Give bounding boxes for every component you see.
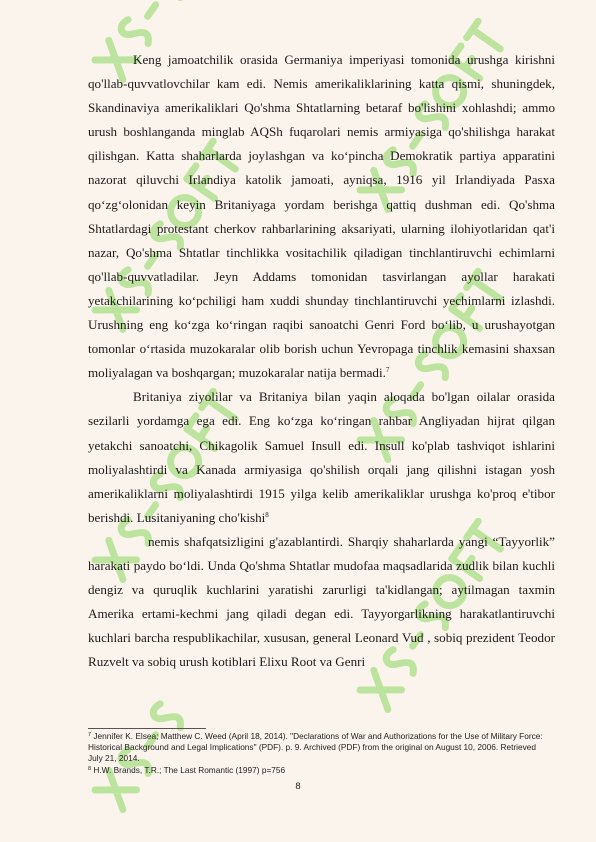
paragraph-2	[88, 385, 555, 530]
footnote-ref-8[interactable]: 8	[265, 510, 269, 519]
footnote-7	[88, 731, 548, 765]
paragraph-3: nemis shafqatsizligini g'azablantirdi. Sharqiy shaharlarda yangi “Tayyorlik” harakati paydo bo‘ldi. Unda Qo'shma Shtatlar mudofaa maqsadlarida zudlik bilan kuchli dengiz va quruqlik kuchlarini yaratishi zarurligi ta'kidlangan; aytilmagan taxmin Amerika ertami-kechmi jang qiladi degan edi. Tayyorgarlikning harakatlantiruvchi kuchlari barcha respublikachilar, xususan, general Leonard Vud , sobiq prezident Teodor Ruzvelt va sobiq urush kotiblari Elixu Root va Genri	[88, 533, 555, 670]
footnote-8	[88, 765, 548, 776]
footnote-separator	[88, 728, 206, 729]
footnotes	[88, 731, 548, 776]
paragraph-1-text: Keng jamoatchilik orasida Germaniya imperiyasi tomonida urushga kirishni qo'llab-quvvatlovchilar kam edi. Nemis amerikaliklarining katta qismi, shuningdek, Skandinaviya amerikaliklari Qo'shma Shtatlarning betaraf bo'lishini xohlashdi; ammo urush boshlanganda minglab AQSh fuqarolari nemis armiyasiga qo'shilishga harakat qilishgan. Katta shaharlarda joylashgan va ko‘pincha Demokratik partiya apparatini nazorat qiluvchi Irlandiya katolik jamoati, ayniqsa, 1916 yil Irlandiyada Pasxa qo‘zg‘olonidan keyin Britaniyaga yordam berishga qattiq dushman edi. Qo'shma Shtatlardagi protestant cherkov rahbarlarining aksariyati, ularning ilohiyotlaridan qat'i nazar, Qo'shma Shtatlar tinchlikka vositachilik qiladigan tinchlantiruvchi echimlarni qo'llab-quvvatladilar. Jeyn Addams tomonidan tasvirlangan ayollar harakati yetakchilarining ko‘pchiligi ham xuddi shunday tinchlantiruvchi yechimlarni izlashdi. Urushning eng ko‘zga ko‘ringan raqibi sanoatchi Genri Ford bo‘lib, u urushayotgan tomonlar o‘rtasida muzokaralar olib borish uchun Yevropaga tinchlik kemasini shaxsan moliyalagan va boshqargan; muzokaralar natija bermadi.	[88, 52, 555, 381]
footnote-7-mark: 7	[88, 732, 92, 738]
footnote-7-text: Jennifer K. Elsea; Matthew C. Weed (April 18, 2014). "Declarations of War and Authorizations for the Use of Military Force: Historical Background and Legal Implications" (PDF). p. 9. Archived (PDF) from the original on August 10, 2006. Retrieved July 21, 2014.	[88, 731, 543, 764]
page-body	[88, 48, 555, 674]
paragraph-2-text: Britaniya ziyolilar va Britaniya bilan yaqin aloqada bo'lgan oilalar orasida sezilarli yordamga ega edi. Eng ko‘zga ko‘ringan rahbar Angliyadan hijrat qilgan yetakchi sanoatchi, Chikagolik Samuel Insull edi. Insull ko'plab tashviqot ishlarini moliyalashtirdi va Kanada armiyasiga qo'shilish orqali jang qilishni istagan yosh amerikaliklarni moliyalashtirdi 1915 yilga kelib amerikaliklar urushga ko'proq e'tibor berishdi. Lusitaniyaning cho'kishi	[88, 389, 555, 525]
paragraph-1	[88, 48, 555, 385]
footnote-8-text: H.W. Brands, T.R.; The Last Romantic (1997) p=756	[91, 764, 286, 775]
footnote-ref-7[interactable]: 7	[385, 366, 390, 375]
page-number: 8	[295, 781, 301, 792]
footnote-8-mark: 8	[88, 765, 92, 772]
